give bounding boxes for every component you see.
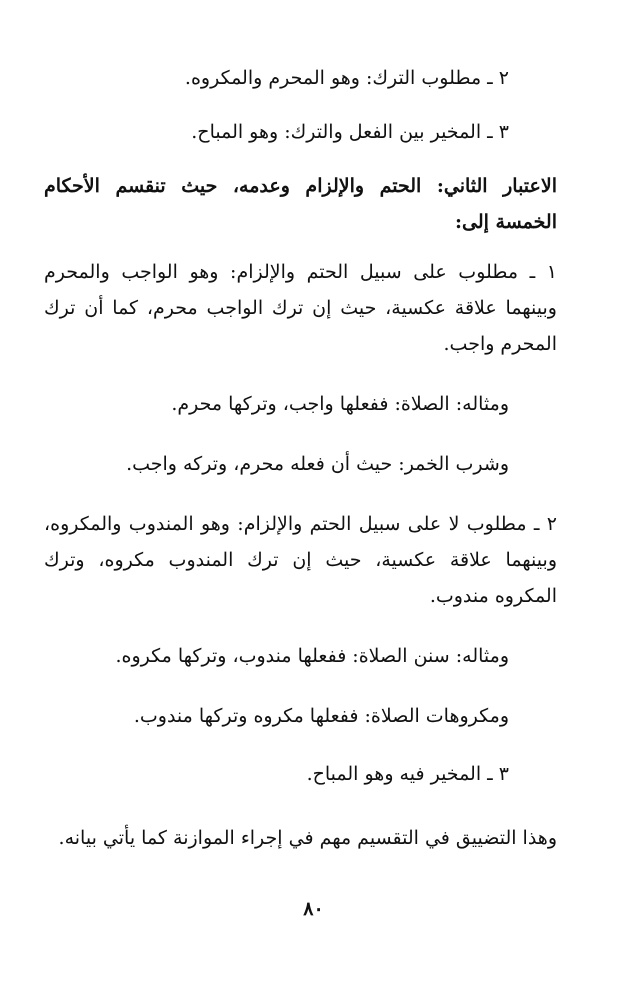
category-2-example-1: ومثاله: سنن الصلاة: ففعلها مندوب، وتركها مكروه.	[115, 645, 509, 667]
category-2-text: ٢ ـ مطلوب لا على سبيل الحتم والإلزام: وهو المندوب والمكروه، وبينهما علاقة عكسية، حيث إن ترك المندوب مكروه، وترك المكروه مندوب.	[44, 513, 557, 607]
item-2-text: ٢ ـ مطلوب الترك: وهو المحرم والمكروه.	[184, 67, 509, 89]
category-1-example-2: وشرب الخمر: حيث أن فعله محرم، وتركه واجب.	[126, 453, 509, 475]
category-1-text: ١ ـ مطلوب على سبيل الحتم والإلزام: وهو الواجب والمحرم وبينهما علاقة عكسية، حيث إن ترك الواجب محرم، كما أن ترك المحرم واجب.	[44, 261, 557, 355]
closing-paragraph: وهذا التضييق في التقسيم مهم في إجراء الموازنة كما يأتي بيانه.	[58, 827, 557, 849]
page-number: ٨٠	[303, 898, 324, 920]
category-1-example-1: ومثاله: الصلاة: ففعلها واجب، وتركها محرم.	[171, 393, 509, 415]
category-2-example-2: ومكروهات الصلاة: ففعلها مكروه وتركها مندوب.	[133, 705, 509, 727]
item-3-text: ٣ ـ المخير بين الفعل والترك: وهو المباح.	[191, 121, 509, 143]
category-3-text: ٣ ـ المخير فيه وهو المباح.	[306, 763, 509, 785]
second-criterion-heading: الاعتبار الثاني: الحتم والإلزام وعدمه، حيث تنقسم الأحكام الخمسة إلى:	[44, 175, 557, 233]
